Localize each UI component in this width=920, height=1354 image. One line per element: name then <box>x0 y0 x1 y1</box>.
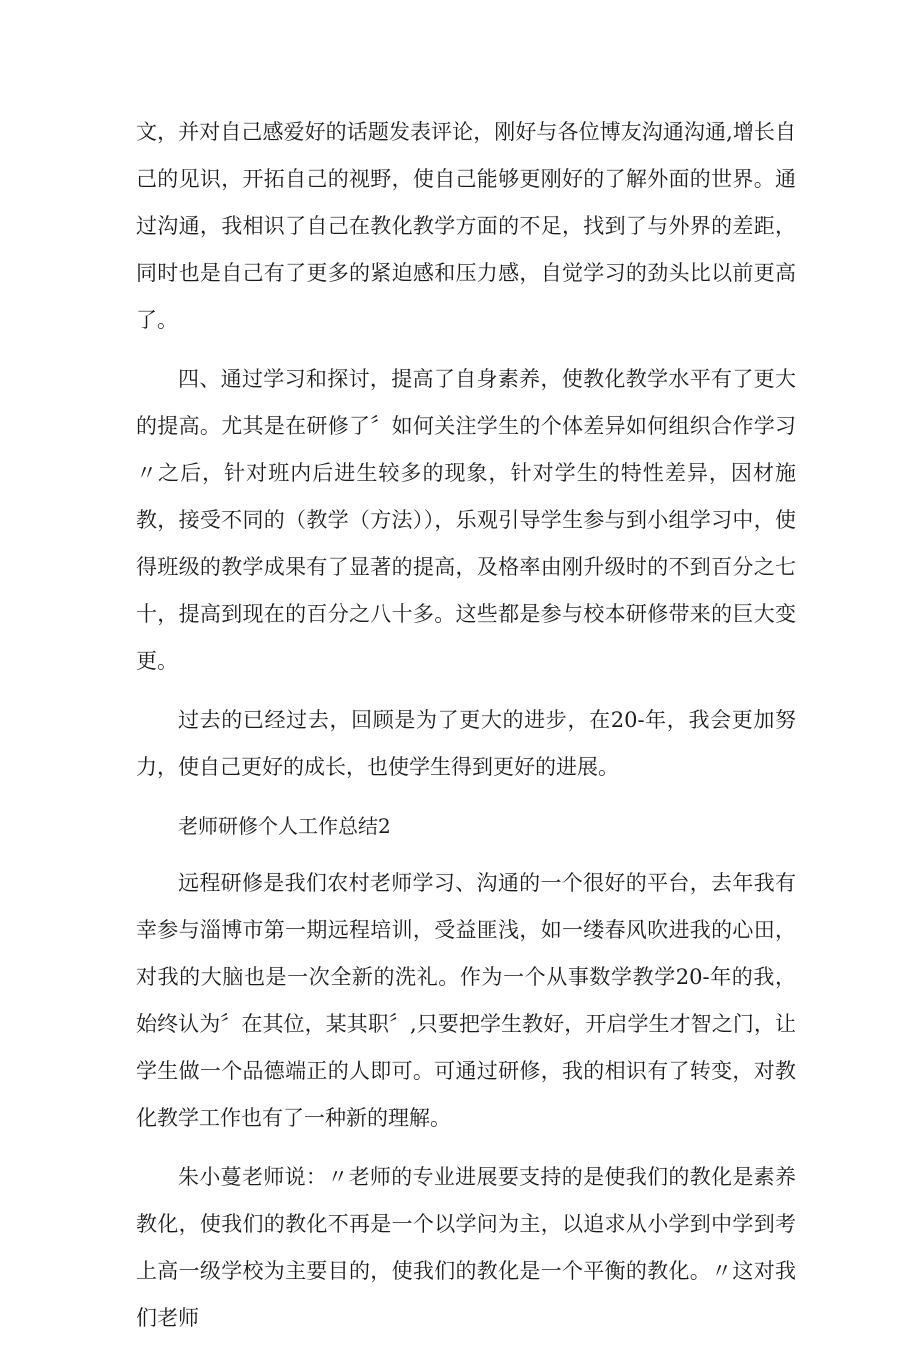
paragraph-remote-training: 远程研修是我们农村老师学习、沟通的一个很好的平台，去年我有幸参与淄博市第一期远程培训，受益匪浅，如一缕春风吹进我的心田，对我的大脑也是一次全新的洗礼。作为一个从事数学教学20-年的我，始终认为〞在其位，某其职〞,只要把学生教好，开启学生才智之门，让学生做一个品德端正的人即可。可通过研修，我的相识有了转变，对教化教学工作也有了一种新的理解。 <box>136 871 796 1130</box>
paragraph-quote: 朱小蔓老师说：〃老师的专业进展要支持的是使我们的教化是素养教化，使我们的教化不再是一个以学问为主，以追求从小学到中学到考上高一级学校为主要目的，使我们的教化是一个平衡的教化。〃这对我们老师 <box>136 1165 796 1330</box>
paragraph-closing: 过去的已经过去，回顾是为了更大的进步，在20-年，我会更加努力，使自己更好的成长，也使学生得到更好的进展。 <box>136 708 796 779</box>
section-heading: 老师研修个人工作总结2 <box>178 814 391 838</box>
paragraph-continuation: 文，并对自己感爱好的话题发表评论，刚好与各位博友沟通沟通,增长自己的见识，开拓自己的视野，使自己能够更刚好的了解外面的世界。通过沟通，我相识了自己在教化教学方面的不足，找到了与外界的差距，同时也是自己有了更多的紧迫感和压力感，自觉学习的劲头比以前更高了。 <box>136 120 796 332</box>
paragraph-section-four: 四、通过学习和探讨，提高了自身素养，使教化教学水平有了更大的提高。尤其是在研修了〞如何关注学生的个体差异如何组织合作学习〃之后，针对班内后进生较多的现象，针对学生的特性差异，因材施教，接受不同的（教学（方法）），乐观引导学生参与到小组学习中，使得班级的教学成果有了显著的提高，及格率由刚升级时的不到百分之七十，提高到现在的百分之八十多。这些都是参与校本研修带来的巨大变更。 <box>136 367 796 673</box>
document-body <box>136 109 796 1354</box>
